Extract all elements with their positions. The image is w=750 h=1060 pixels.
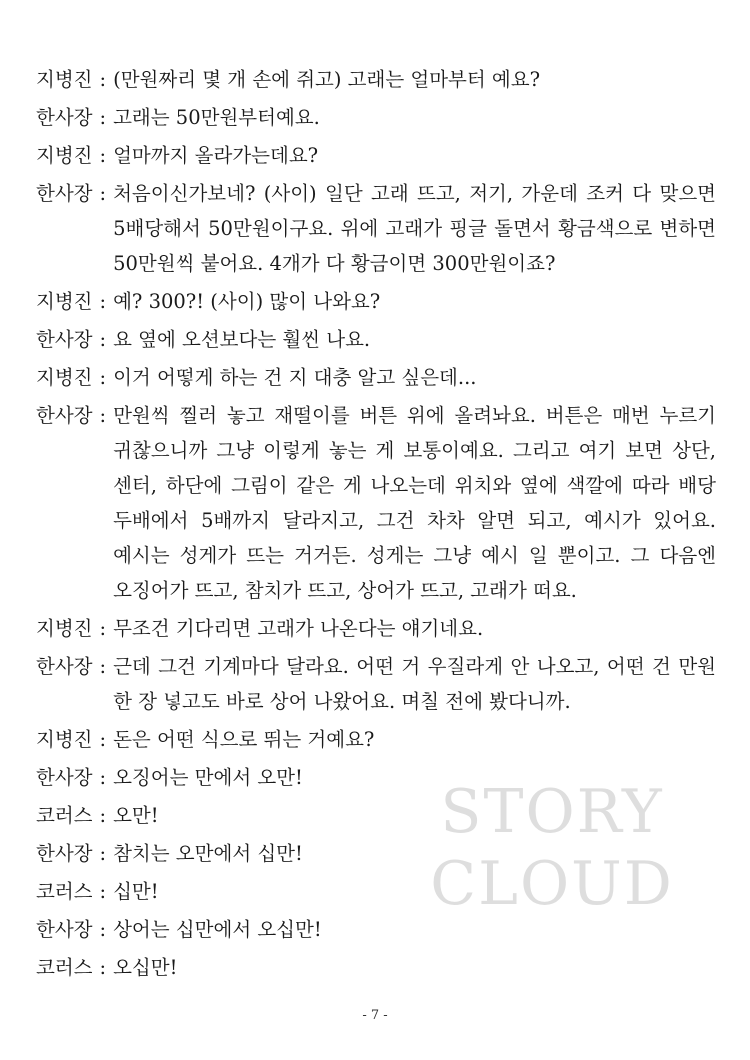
separator: : [99, 106, 107, 129]
speaker-name: 한사장 [36, 842, 93, 865]
dialogue-line [36, 284, 716, 319]
dialogue-line [36, 950, 716, 985]
dialogue-line [36, 176, 716, 281]
speaker-name: 한사장 [36, 328, 93, 351]
separator: : [99, 617, 107, 640]
speaker-name: 한사장 [36, 404, 93, 427]
dialogue-text: 예? 300?! (사이) 많이 나와요? [113, 290, 381, 313]
dialogue-line [36, 360, 716, 395]
speaker-name: 코러스 [36, 804, 93, 827]
separator: : [99, 880, 107, 903]
speaker-name: 코러스 [36, 956, 93, 979]
speaker-name: 한사장 [36, 106, 93, 129]
separator: : [99, 766, 107, 789]
dialogue-text: 오십만! [113, 956, 178, 979]
speaker-name: 지병진 [36, 144, 93, 167]
page-number: - 7 - [362, 1008, 388, 1023]
speaker-name: 한사장 [36, 766, 93, 789]
dialogue-text: 오만! [113, 804, 159, 827]
separator: : [99, 804, 107, 827]
dialogue-text: 이거 어떻게 하는 건 지 대충 알고 싶은데... [113, 366, 477, 389]
speaker-name: 지병진 [36, 290, 93, 313]
dialogue-text: 만원씩 찔러 놓고 재떨이를 버튼 위에 올려놔요. 버튼은 매번 누르기 귀찮으니까 그냥 이렇게 놓는 게 보통이예요. 그리고 여기 보면 상단, 센터, 하단에 그림이 같은 게 나오는데 위치와 옆에 색깔에 따라 배당 두배에서 5배까지 달라지고, 그건 차차 알면 되고, 예시가 있어요. 예시는 성게가 뜨는 거거든. 성게는 그냥 예시 일 뿐이고. 그 다음엔 오징어가 뜨고, 참치가 뜨고, 상어가 뜨고, 고래가 떠요. [113, 404, 716, 602]
separator: : [99, 144, 107, 167]
dialogue-text: 요 옆에 오션보다는 훨씬 나요. [113, 328, 371, 351]
dialogue-text: 십만! [113, 880, 159, 903]
speaker-name: 한사장 [36, 182, 93, 205]
dialogue-text: 참치는 오만에서 십만! [113, 842, 303, 865]
separator: : [99, 366, 107, 389]
watermark [402, 776, 702, 920]
speaker-name: 한사장 [36, 918, 93, 941]
separator: : [99, 655, 107, 678]
dialogue-line [36, 138, 716, 173]
dialogue-text: 근데 그건 기계마다 달라요. 어떤 거 우질라게 안 나오고, 어떤 건 만원 한 장 넣고도 바로 상어 나왔어요. 며칠 전에 봤다니까. [113, 655, 716, 713]
dialogue-line [36, 649, 716, 719]
dialogue-line [36, 100, 716, 135]
dialogue-text: (만원짜리 몇 개 손에 쥐고) 고래는 얼마부터 예요? [113, 68, 541, 91]
separator: : [99, 404, 107, 427]
separator: : [99, 290, 107, 313]
separator: : [99, 956, 107, 979]
dialogue-text: 고래는 50만원부터예요. [113, 106, 320, 129]
dialogue-text: 얼마까지 올라가는데요? [113, 144, 319, 167]
separator: : [99, 918, 107, 941]
dialogue-line [36, 398, 716, 608]
dialogue-line [36, 62, 716, 97]
separator: : [99, 182, 107, 205]
dialogue-text: 상어는 십만에서 오십만! [113, 918, 322, 941]
speaker-name: 지병진 [36, 366, 93, 389]
separator: : [99, 68, 107, 91]
speaker-name: 지병진 [36, 617, 93, 640]
dialogue-text: 돈은 어떤 식으로 뛰는 거예요? [113, 728, 375, 751]
speaker-name: 코러스 [36, 880, 93, 903]
speaker-name: 한사장 [36, 655, 93, 678]
separator: : [99, 842, 107, 865]
dialogue-text: 처음이신가보네? (사이) 일단 고래 뜨고, 저기, 가운데 조커 다 맞으면 5배당해서 50만원이구요. 위에 고래가 핑글 돌면서 황금색으로 변하면 50만원씩 붙어요. 4개가 다 황금이면 300만원이죠? [113, 182, 716, 275]
watermark-line: STORY [440, 777, 664, 847]
speaker-name: 지병진 [36, 728, 93, 751]
dialogue-line [36, 322, 716, 357]
dialogue-text: 무조건 기다리면 고래가 나온다는 얘기네요. [113, 617, 484, 640]
separator: : [99, 328, 107, 351]
dialogue-text: 오징어는 만에서 오만! [113, 766, 303, 789]
speaker-name: 지병진 [36, 68, 93, 91]
separator: : [99, 728, 107, 751]
dialogue-line [36, 611, 716, 646]
watermark-line: CLOUD [430, 849, 674, 919]
dialogue-line [36, 722, 716, 757]
